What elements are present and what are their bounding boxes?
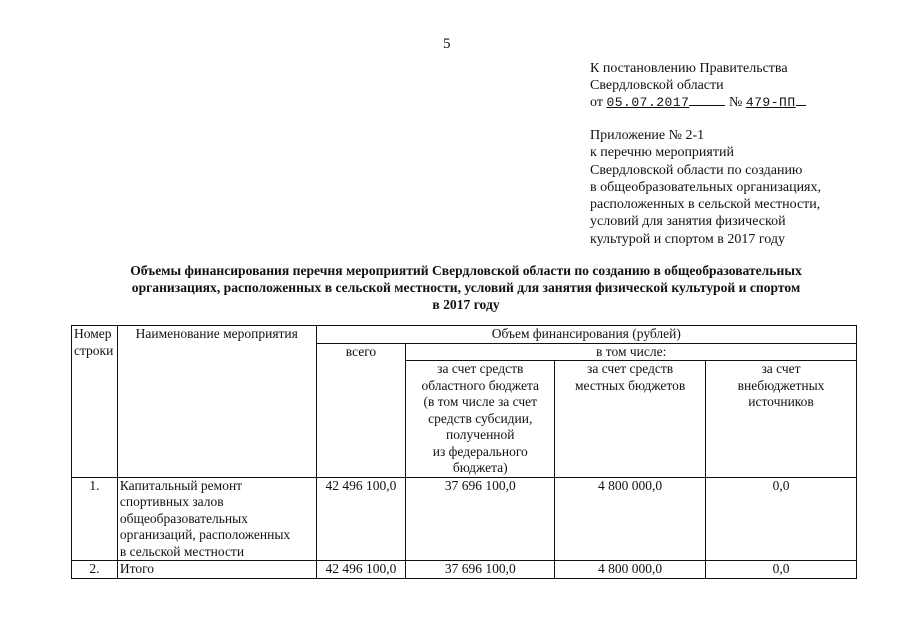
header-activity-name: Наименование мероприятия bbox=[117, 326, 316, 478]
financing-table bbox=[71, 325, 857, 579]
appendix-line: условий для занятия физической bbox=[590, 214, 786, 230]
header-row-number: Номер строки bbox=[72, 326, 118, 478]
resolution-line-2: Свердловской области bbox=[590, 78, 724, 93]
row-local: 4 800 000,0 bbox=[555, 561, 706, 579]
row-extrabudgetary: 0,0 bbox=[706, 477, 857, 561]
row-regional: 37 696 100,0 bbox=[406, 477, 555, 561]
row-activity-name: Капитальный ремонт спортивных залов общеобразовательных организаций, расположенных в сельской местности bbox=[117, 477, 316, 561]
table-row bbox=[72, 477, 857, 561]
table-header-row bbox=[72, 326, 857, 344]
date-underline bbox=[689, 104, 725, 106]
row-total: 42 496 100,0 bbox=[316, 477, 406, 561]
row-number: 2. bbox=[72, 561, 118, 579]
page-number: 5 bbox=[443, 36, 451, 52]
header-extrabudgetary: за счет внебюджетных источников bbox=[706, 361, 857, 478]
title-line: Объемы финансирования перечня мероприятий Свердловской области по созданию в общеобразовательных bbox=[130, 263, 802, 278]
header-total: всего bbox=[316, 343, 406, 477]
document-title bbox=[95, 262, 837, 313]
title-line: организациях, расположенных в сельской местности, условий для занятия физической культурой и спортом bbox=[131, 280, 801, 295]
appendix-reference bbox=[590, 127, 821, 248]
header-funding-volume: Объем финансирования (рублей) bbox=[316, 326, 856, 344]
appendix-line: в общеобразовательных организациях, bbox=[590, 179, 821, 195]
appendix-line: Свердловской области по созданию bbox=[590, 162, 803, 178]
row-extrabudgetary: 0,0 bbox=[706, 561, 857, 579]
row-regional: 37 696 100,0 bbox=[406, 561, 555, 579]
row-activity-name: Итого bbox=[117, 561, 316, 579]
number-prefix: № bbox=[728, 95, 743, 110]
title-line: в 2017 году bbox=[432, 297, 500, 312]
resolution-date: 05.07.2017 bbox=[606, 95, 690, 110]
header-including: в том числе: bbox=[406, 343, 857, 361]
row-number: 1. bbox=[72, 477, 118, 561]
table-row bbox=[72, 561, 857, 579]
header-local-budgets: за счет средств местных бюджетов bbox=[555, 361, 706, 478]
resolution-date-number-line bbox=[590, 94, 806, 111]
resolution-line-1: К постановлению Правительства bbox=[590, 61, 788, 76]
date-prefix: от bbox=[590, 95, 603, 110]
appendix-line: к перечню мероприятий bbox=[590, 145, 734, 161]
number-underline bbox=[796, 104, 806, 106]
appendix-line: Приложение № 2-1 bbox=[590, 128, 705, 143]
appendix-line: культурой и спортом в 2017 году bbox=[590, 231, 786, 247]
resolution-number: 479-ПП bbox=[745, 95, 796, 110]
row-local: 4 800 000,0 bbox=[555, 477, 706, 561]
resolution-reference bbox=[590, 60, 806, 111]
row-total: 42 496 100,0 bbox=[316, 561, 406, 579]
appendix-line: расположенных в сельской местности, bbox=[590, 197, 821, 213]
header-regional-budget: за счет средств областного бюджета (в том числе за счет средств субсидии, полученной из федерального бюджета) bbox=[406, 361, 555, 478]
